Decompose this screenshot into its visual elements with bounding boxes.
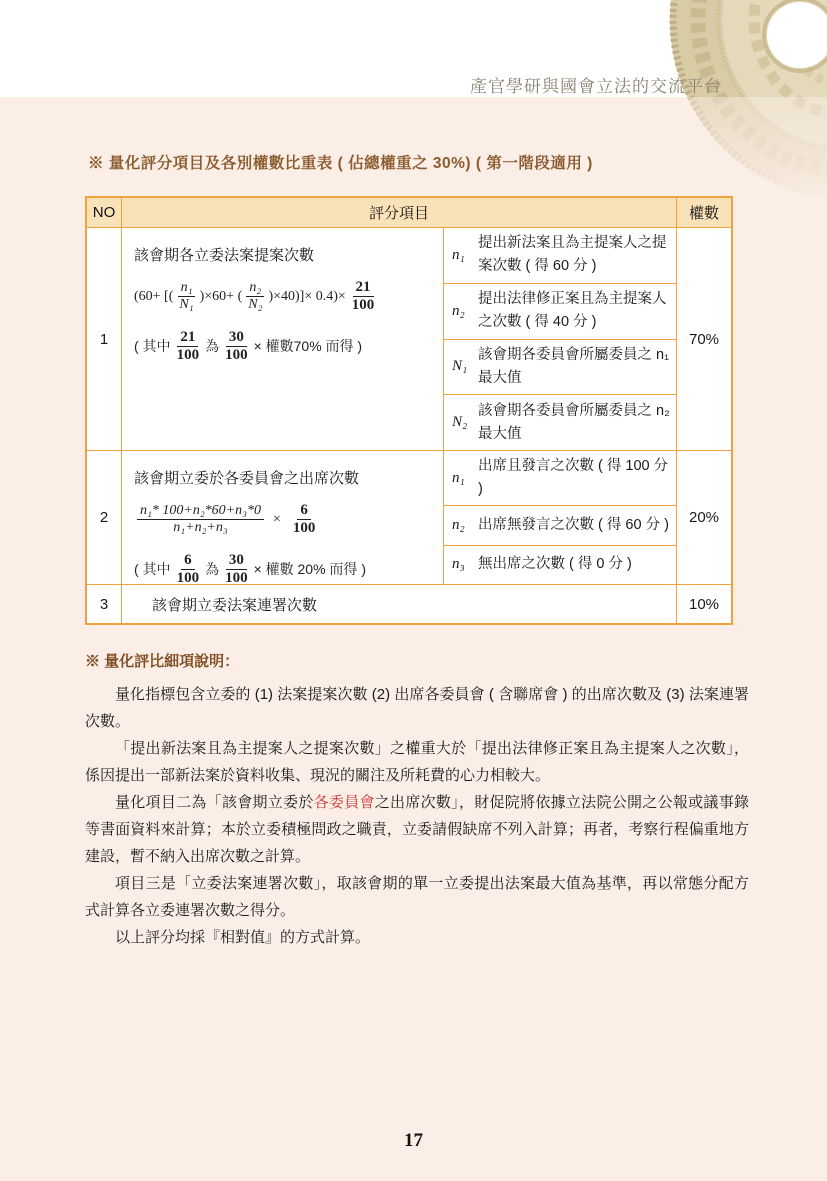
table-row	[87, 227, 731, 450]
row2-title: 該會期立委於各委員會之出席次數	[134, 470, 360, 487]
header-cell-no: NO	[92, 204, 116, 221]
row2-sub-n3: n₃ 無出席之次數 ( 得 0 分 )	[444, 545, 676, 585]
row1-title: 該會期各立委法案提案次數	[134, 247, 315, 264]
row1-formula-note: ( 其中 $\frac{21}{100}$ 為 $\frac{30}{100}$ × 權數70% 而得 )	[134, 328, 363, 363]
row2-sub-n1: n₁ 出席且發言之次數 ( 得 100 分 )	[452, 458, 669, 497]
row1-number: 1	[99, 330, 109, 348]
header-cell-weight: 權數	[676, 198, 731, 227]
row1-sub-n1: n₁ 提出新法案且為主提案人之提案次數 ( 得 60 分 )	[452, 235, 667, 275]
table-row	[87, 450, 731, 584]
notes-section	[85, 650, 749, 951]
scoring-weight-table	[85, 196, 733, 625]
row2-formula-note: ( 其中 $\frac{6}{100}$ 為 $\frac{30}{100}$ × 權數 20% 而得 )	[134, 551, 366, 586]
row2-item-cell	[121, 451, 443, 584]
row3-item-cell: 該會期立委法案連署次數	[121, 585, 676, 623]
row1-sub-N2: N₂ 該會期各委員會所屬委員之 n₂ 最大值	[444, 394, 676, 450]
header-cell-item: 評分項目	[121, 198, 676, 227]
table-row	[87, 584, 731, 623]
coin-fade-overlay	[645, 97, 827, 202]
row1-variable-definitions	[443, 228, 676, 450]
row2-variable-definitions	[443, 451, 676, 584]
row2-number: 2	[99, 509, 109, 526]
highlighted-text: 各委員會	[313, 794, 375, 811]
row3-weight: 10%	[676, 585, 731, 623]
row1-weight: 70%	[676, 228, 731, 450]
row3-number: 3	[99, 595, 109, 613]
site-header-title: 產官學研與國會立法的交流平台	[470, 77, 722, 96]
notes-heading: ※ 量化評比細項說明：	[85, 653, 240, 670]
note-paragraph-5: 以上評分均採『相對值』的方式計算。	[115, 929, 371, 946]
row2-sub-n2: n₂ 出席無發言之次數 ( 得 60 分 )	[444, 505, 676, 545]
row1-sub-n2: n₂ 提出法律修正案且為主提案人之次數 ( 得 40 分 )	[444, 283, 676, 339]
note-paragraph-3: 量化項目二為「該會期立委於各委員會之出席次數」，財促院將依據立法院公開之公報或議事錄等書面資料來計算；本於立委積極問政之職責，立委請假缺席不列入計算；再者，考察行程偏重地方建設，暫不納入出席次數之計算。	[85, 794, 749, 865]
note-paragraph-1: 量化指標包含立委的 (1) 法案提案次數 (2) 出席各委員會 ( 含聯席會 ) 的出席次數及 (3) 法案連署次數。	[85, 686, 749, 730]
page-number: 17	[404, 1130, 423, 1151]
row2-weight: 20%	[676, 451, 731, 584]
row1-formula: (60+ [( $\frac{\text{n₁}}{\text{N₁}}$ )×60+ ( $\frac{\text{n₂}}{\text{N₂}}$ )×40)]× 0.4)× $\frac{21}{100}$	[134, 279, 375, 314]
section-title: ※ 量化評分項目及各別權數比重表 ( 佔總權重之 30%) ( 第一階段適用 )	[88, 155, 593, 172]
note-paragraph-2: 「提出新法案且為主提案人之提案次數」之權重大於「提出法律修正案且為主提案人之次數」，係因提出一部新法案於資料收集、現況的關注及所耗費的心力相較大。	[85, 740, 749, 784]
note-paragraph-4: 項目三是「立委法案連署次數」，取該會期的單一立委提出法案最大值為基準，再以常態分配方式計算各立委連署次數之得分。	[85, 875, 749, 919]
row1-item-cell	[121, 228, 443, 450]
row2-formula: $\frac{\text{n₁* 100+n₂*60+n₃*0}}{\text{n₁+n₂+n₃}}$ × $\frac{6}{100}$	[134, 502, 439, 538]
table-header-row	[87, 198, 731, 227]
row1-sub-N1: N₁ 該會期各委員會所屬委員之 n₁ 最大值	[444, 339, 676, 395]
